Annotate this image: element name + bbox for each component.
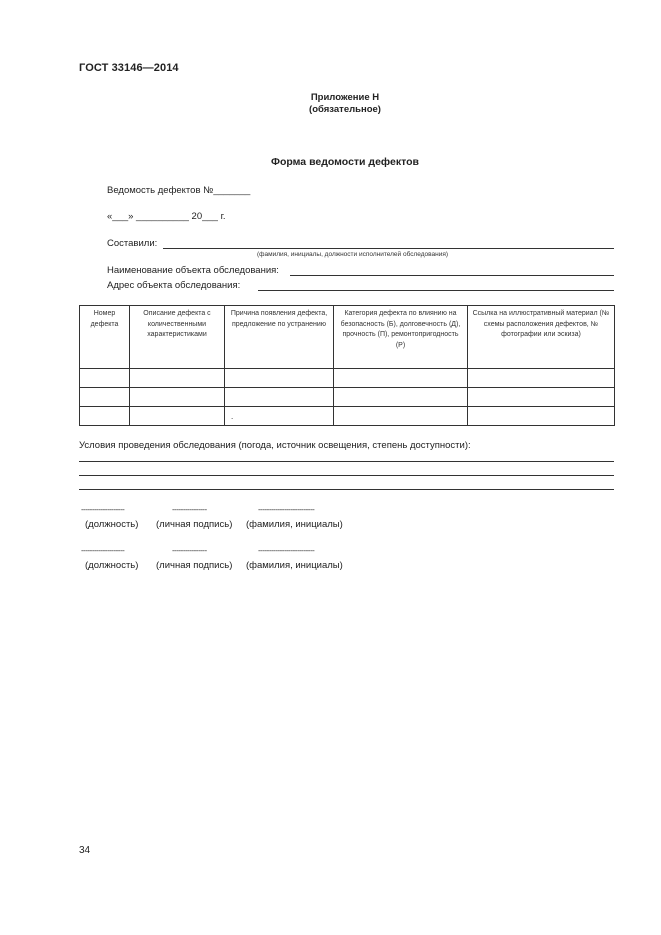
table-row [80,369,615,388]
signature-sign-label: (личная подпись) [156,560,233,571]
object-address-underline [258,290,614,291]
signature-name-line: -------------------------- [258,505,315,514]
table-cell [225,369,334,388]
compiled-label: Составили: [107,238,158,249]
signature-sign-line: ---------------- [172,546,207,555]
signature-position-line: -------------------- [81,546,125,555]
object-address-label: Адрес объекта обследования: [107,280,241,291]
object-name-underline [290,275,614,276]
conditions-line-1 [79,461,614,462]
table-cell [334,369,468,388]
object-name-label: Наименование объекта обследования: [107,265,279,276]
table-cell [468,407,615,426]
column-header-reference: Ссылка на иллюстративный материал (№ схемы расположения дефектов, № фотографии или эскиза) [468,306,615,369]
signature-position-line: -------------------- [81,505,125,514]
table-header-row [80,306,615,369]
column-header-cause: Причина появления дефекта, предложение по устранению [225,306,334,369]
form-title: Форма ведомости дефектов [271,156,419,168]
table-cell [80,407,130,426]
column-header-number: Номер дефекта [80,306,130,369]
statement-date-field: «___» __________ 20___ г. [107,211,226,222]
conditions-line-3 [79,489,614,490]
table-cell [468,388,615,407]
table-cell [80,369,130,388]
table-cell [225,388,334,407]
table-cell [130,388,225,407]
column-header-category: Категория дефекта по влиянию на безопасность (Б), долговечность (Д), прочность (П), ремонтопригодность (Р) [334,306,468,369]
column-header-description: Описание дефекта с количественными характеристиками [130,306,225,369]
table-cell: . [225,407,334,426]
compiled-underline [163,248,614,249]
appendix-status: (обязательное) [309,104,381,115]
compiled-hint: (фамилия, инициалы, должности исполнителей обследования) [257,251,449,258]
signature-position-label: (должность) [85,519,139,530]
statement-number-field: Ведомость дефектов №_______ [107,185,251,196]
conditions-line-2 [79,475,614,476]
table-row [80,407,615,426]
table-cell [130,369,225,388]
signature-name-label: (фамилия, инициалы) [246,519,343,530]
signature-name-label: (фамилия, инициалы) [246,560,343,571]
signature-name-line: -------------------------- [258,546,315,555]
signature-sign-label: (личная подпись) [156,519,233,530]
signature-sign-line: ---------------- [172,505,207,514]
signature-position-label: (должность) [85,560,139,571]
standard-number: ГОСТ 33146—2014 [79,62,179,74]
table-cell [334,407,468,426]
defects-table [79,305,615,426]
table-cell [130,407,225,426]
conditions-label: Условия проведения обследования (погода, источник освещения, степень доступности): [79,440,471,451]
table-cell [334,388,468,407]
table-row [80,388,615,407]
table-cell [468,369,615,388]
page-number: 34 [79,845,91,856]
appendix-title: Приложение Н [310,92,380,103]
table-cell [80,388,130,407]
